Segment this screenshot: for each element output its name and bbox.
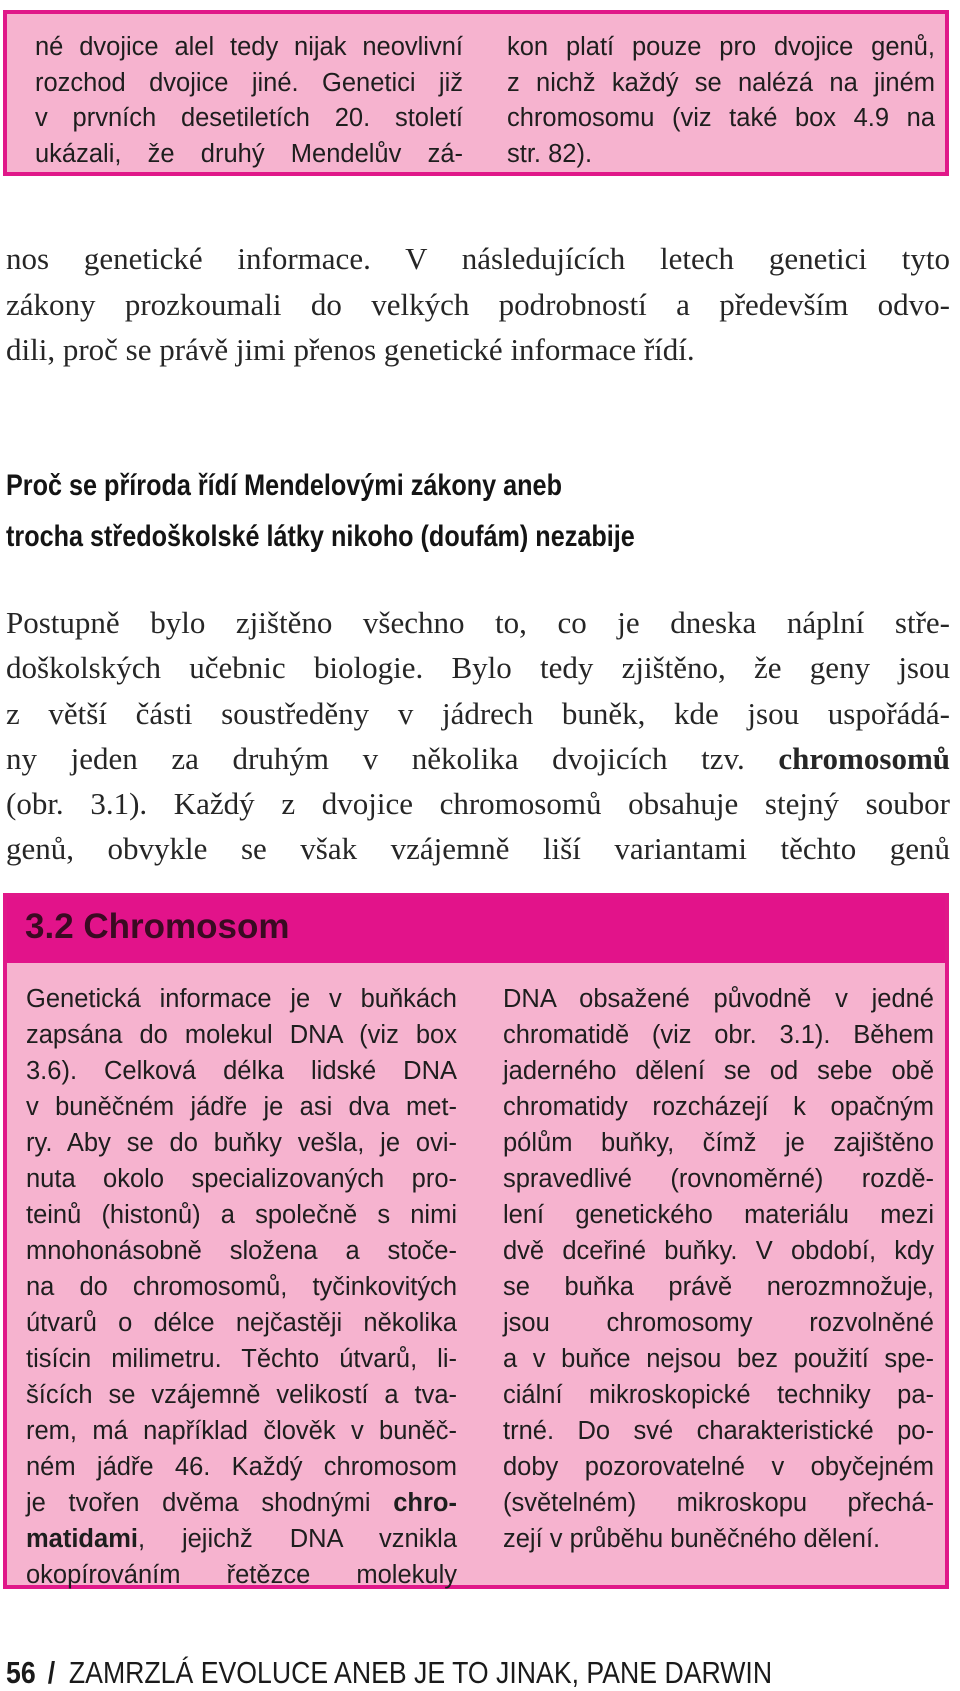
text-span: ny jeden za druhým v několika dvojicích tzv. [6, 740, 745, 776]
text-line: jsou chromosomy rozvolněné [503, 1309, 934, 1337]
text-line: okopírováním řetězce molekuly [26, 1561, 457, 1589]
page-footer [6, 1655, 772, 1691]
text-line: ciální mikroskopické techniky pa- [503, 1381, 934, 1409]
text-line: ukázali, že druhý Mendelův zá- [35, 139, 463, 168]
text-line: dili, proč se právě jimi přenos genetické informace řídí. [6, 332, 695, 367]
text-line: 3.6). Celková délka lidské DNA [26, 1057, 457, 1085]
text-span: je tvořen dvěma shodnými [26, 1489, 371, 1517]
text-line: chromatidy rozcházejí k opačným [503, 1093, 934, 1121]
text-line: v prvních desetiletích 20. století [35, 104, 463, 132]
text-line: zákony prozkoumali do velkých podrobností a především odvo- [6, 286, 950, 322]
heading-line: Proč se příroda řídí Mendelovými zákony aneb [6, 469, 562, 502]
box-title: 3.2 Chromosom [25, 907, 290, 946]
box-right-column [503, 981, 934, 1557]
text-line: se buňka právě nerozmnožuje, [503, 1273, 934, 1301]
text-line [26, 1485, 457, 1521]
text-line: kon platí pouze pro dvojice genů, [507, 33, 935, 61]
text-line: lení genetického materiálu mezi [503, 1201, 934, 1229]
text-line: trné. Do své charakteristické po- [503, 1417, 934, 1445]
text-line: chromatidě (viz obr. 3.1). Během [503, 1021, 934, 1049]
text-line: rem, má například člověk v buněč- [26, 1417, 457, 1445]
text-line: v buněčném jádře je asi dva met- [26, 1093, 457, 1121]
term-chromatids: chro- [393, 1489, 457, 1517]
text-line: a v buňce nejsou bez použití spe- [503, 1345, 934, 1373]
text-line: útvarů o délce nejčastěji několika [26, 1309, 457, 1337]
text-line: z větší části soustředěny v jádrech buněk, kde jsou uspořádá- [6, 695, 950, 731]
box-left-column [26, 981, 457, 1593]
text-line: DNA obsažené původně v jedné [503, 985, 934, 1013]
text-line: nos genetické informace. V následujících letech genetici tyto [6, 241, 950, 276]
text-line: spravedlivé (rovnoměrné) rozdě- [503, 1165, 934, 1193]
running-title: ZAMRZLÁ EVOLUCE ANEB JE TO JINAK, PANE DARWIN [68, 1655, 773, 1690]
text-line: Genetická informace je v buňkách [26, 985, 457, 1013]
text-line: na do chromosomů, tyčinkovitých [26, 1273, 457, 1301]
text-line: (světelném) mikroskopu přechá- [503, 1489, 934, 1517]
continued-box [3, 10, 949, 176]
text-line: šících se vzájemně velikostí a tva- [26, 1381, 457, 1409]
text-line: zejí v průběhu buněčného dělení. [503, 1525, 881, 1553]
text-line: né dvojice alel tedy nijak neovlivní [35, 33, 463, 61]
continued-box-left-column [35, 30, 463, 172]
text-line: genů, obvykle se však vzájemně liší variantami těchto genů [6, 831, 950, 867]
chromosome-box [3, 893, 949, 1589]
continued-box-right-column [507, 30, 935, 172]
text-line: Postupně bylo zjištěno všechno to, co je dneska náplní stře- [6, 605, 950, 640]
text-line: doškolských učebnic biologie. Bylo tedy zjištěno, že geny jsou [6, 650, 950, 686]
text-line: chromosomu (viz také box 4.9 na [507, 104, 935, 132]
text-line: z nichž každý se nalézá na jiném [507, 68, 935, 97]
text-line: str. 82). [507, 139, 593, 168]
text-line: rozchod dvojice jiné. Genetici již [35, 68, 463, 97]
text-line [6, 736, 950, 781]
body-paragraph-1 [6, 236, 950, 373]
footer-separator: / [47, 1655, 56, 1690]
term-chromatids-cont: matidami [26, 1525, 138, 1553]
text-line: tisícin milimetru. Těchto útvarů, li- [26, 1345, 457, 1373]
text-line: (obr. 3.1). Každý z dvojice chromosomů obsahuje stejný soubor [6, 786, 950, 822]
page-number: 56 [6, 1655, 36, 1690]
section-heading [6, 460, 799, 562]
text-line: nuta okolo specializovaných pro- [26, 1165, 457, 1193]
box-header [7, 897, 945, 963]
text-line: doby pozorovatelné v obyčejném [503, 1453, 934, 1481]
text-line: teinů (histonů) a společně s nimi [26, 1201, 457, 1229]
text-line: mnohonásobně složena a stoče- [26, 1237, 457, 1265]
text-line: jaderného dělení se od sebe obě [503, 1057, 934, 1085]
text-span: , jejichž DNA vznikla [137, 1525, 457, 1553]
text-line: dvě dceřiné buňky. V období, kdy [503, 1237, 934, 1265]
text-line: pólům buňky, čímž je zajištěno [503, 1129, 934, 1157]
heading-line: trocha středoškolské látky nikoho (doufám) nezabije [6, 520, 635, 553]
text-line: ry. Aby se do buňky vešla, je ovi- [26, 1129, 457, 1157]
text-line: zapsána do molekul DNA (viz box [26, 1021, 457, 1049]
text-line: ném jádře 46. Každý chromosom [26, 1453, 457, 1481]
text-line [26, 1521, 457, 1557]
body-paragraph-2 [6, 600, 950, 872]
term-chromosomes: chromosomů [778, 740, 951, 776]
